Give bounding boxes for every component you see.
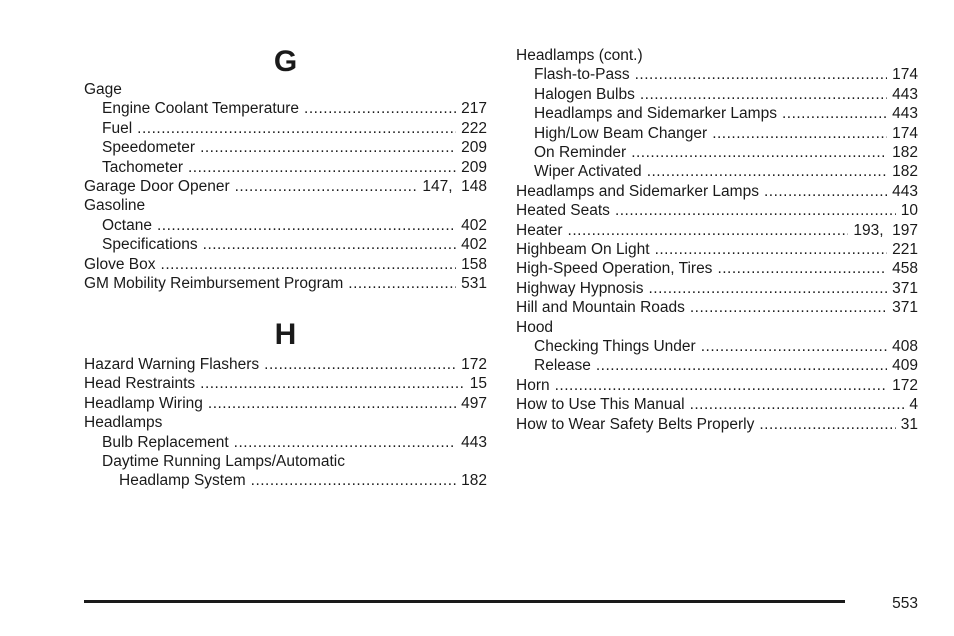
entry-label: Horn — [516, 376, 550, 394]
entry-page: 4 — [909, 396, 918, 414]
dot-leader — [568, 221, 849, 240]
dot-leader — [690, 395, 905, 414]
dot-leader — [631, 143, 887, 162]
entry-label: Checking Things Under — [534, 338, 696, 355]
index-entry — [84, 355, 487, 374]
index-entry — [516, 124, 918, 143]
index-entry — [516, 85, 918, 104]
entry-label: Headlamps and Sidemarker Lamps — [516, 182, 759, 200]
dot-leader — [251, 471, 456, 490]
index-entry — [84, 158, 487, 177]
index-entry — [84, 235, 487, 254]
dot-leader — [208, 394, 456, 413]
index-entry — [84, 177, 487, 196]
footer-rule — [84, 600, 845, 603]
entry-label: Speedometer — [102, 139, 196, 157]
index-entry — [516, 337, 918, 356]
entry-label: Release — [534, 357, 591, 375]
dot-leader — [640, 85, 887, 104]
dot-leader — [161, 255, 457, 274]
index-entry — [84, 138, 487, 157]
entry-page: 172 — [892, 376, 918, 394]
dot-leader — [348, 274, 456, 293]
entry-label: High-Speed Operation, Tires — [516, 260, 713, 278]
entry-label: Heated Seats — [516, 202, 610, 220]
dot-leader — [717, 259, 887, 278]
entry-label: Highway Hypnosis — [516, 279, 644, 297]
entry-label: Hood — [516, 318, 554, 336]
entry-label: Garage Door Opener — [84, 178, 230, 195]
dot-leader — [235, 177, 418, 196]
dot-leader — [596, 356, 887, 375]
entry-page: 402 — [461, 236, 487, 254]
dot-leader — [200, 374, 465, 393]
entry-page: 209 — [461, 158, 487, 176]
entry-label: Headlamps and Sidemarker Lamps — [534, 105, 777, 123]
entry-label: How to Use This Manual — [516, 396, 685, 414]
entry-label: Hill and Mountain Roads — [516, 299, 685, 317]
entry-page: 174 — [892, 66, 918, 84]
entry-label: Tachometer — [102, 158, 183, 176]
entry-label: How to Wear Safety Belts Properly — [516, 415, 755, 433]
index-entry — [516, 298, 918, 317]
entry-page: 402 — [461, 216, 487, 234]
entry-label: Headlamp System — [119, 472, 246, 490]
entry-page: 497 — [461, 394, 487, 412]
dot-leader — [701, 337, 887, 356]
entry-label: Wiper Activated — [534, 163, 642, 181]
index-entry — [516, 65, 918, 84]
dot-leader — [690, 298, 887, 317]
dot-leader — [200, 138, 456, 157]
dot-leader — [137, 119, 456, 138]
dot-leader — [304, 99, 456, 118]
entry-label: Gasoline — [84, 197, 146, 215]
dot-leader — [647, 162, 887, 181]
entry-label: High/Low Beam Changer — [534, 124, 708, 142]
entry-label: Hazard Warning Flashers — [84, 356, 260, 373]
entry-label: Heater — [516, 221, 563, 239]
dot-leader — [759, 415, 895, 434]
entry-page: 222 — [461, 119, 487, 137]
dot-leader — [655, 240, 888, 259]
entry-label: Head Restraints — [84, 375, 196, 393]
dot-leader — [712, 124, 887, 143]
entry-page: 158 — [461, 255, 487, 273]
index-entry — [84, 216, 487, 235]
dot-leader — [782, 104, 887, 123]
index-entry — [516, 279, 918, 298]
index-entry — [84, 471, 487, 490]
section-letter-g: G — [273, 45, 298, 78]
section-letter-h: H — [274, 318, 297, 351]
entry-label: Headlamp Wiring — [84, 394, 203, 412]
index-entry — [84, 274, 487, 293]
index-entry — [84, 255, 487, 274]
entry-page: 172 — [461, 356, 487, 373]
index-entry — [516, 143, 918, 162]
entry-page: 443 — [892, 85, 918, 103]
entry-label: Gage — [84, 81, 122, 98]
entry-label: Halogen Bulbs — [534, 85, 635, 103]
entry-label: Highbeam On Light — [516, 241, 650, 258]
entry-label: Headlamps — [84, 414, 163, 432]
entry-page: 15 — [469, 375, 487, 393]
entry-label: Fuel — [102, 119, 133, 137]
entry-page: 371 — [892, 279, 918, 297]
entry-label: GM Mobility Reimbursement Program — [84, 275, 344, 292]
dot-leader — [764, 182, 887, 201]
entry-label: Octane — [102, 216, 152, 234]
index-entry — [84, 119, 487, 138]
entry-label: Glove Box — [84, 255, 156, 273]
entry-label: Headlamps (cont.) — [516, 47, 643, 64]
entry-label: Bulb Replacement — [102, 433, 229, 451]
entry-label: Flash-to-Pass — [534, 66, 630, 84]
entry-page: 221 — [892, 241, 918, 258]
entry-page: 182 — [892, 144, 918, 161]
index-entry — [516, 221, 918, 240]
index-entry — [516, 182, 918, 201]
dot-leader — [203, 235, 456, 254]
entry-page: 443 — [461, 433, 487, 451]
index-entry — [516, 376, 918, 395]
entry-page: 443 — [892, 105, 918, 123]
index-entry — [516, 240, 918, 259]
dot-leader — [188, 158, 456, 177]
index-entry — [516, 318, 918, 337]
entry-page: 408 — [892, 338, 918, 355]
index-entry — [84, 413, 487, 432]
index-entry — [516, 162, 918, 181]
entry-label: On Reminder — [534, 144, 627, 161]
index-entry — [516, 395, 918, 414]
index-entry — [84, 452, 487, 471]
page-number: 553 — [892, 595, 918, 612]
index-entry — [516, 356, 918, 375]
entry-page: 193, 197 — [853, 221, 918, 239]
entry-page: 10 — [900, 202, 918, 220]
entry-page: 31 — [900, 415, 918, 433]
entry-page: 147, 148 — [422, 178, 487, 195]
dot-leader — [615, 201, 896, 220]
entry-page: 409 — [892, 357, 918, 375]
entry-label: Specifications — [102, 236, 198, 254]
entry-page: 458 — [892, 260, 918, 278]
entry-page: 443 — [892, 182, 918, 200]
entry-page: 182 — [892, 163, 918, 181]
entry-page: 174 — [892, 124, 918, 142]
index-entry — [516, 46, 918, 65]
index-entry — [84, 99, 487, 118]
dot-leader — [157, 216, 456, 235]
dot-leader — [234, 433, 456, 452]
index-entry — [84, 394, 487, 413]
entry-label: Daytime Running Lamps/Automatic — [102, 453, 345, 470]
entry-page: 371 — [892, 299, 918, 317]
entry-page: 209 — [461, 139, 487, 157]
dot-leader — [264, 355, 456, 374]
index-entry — [84, 374, 487, 393]
index-entry — [516, 259, 918, 278]
entry-label: Engine Coolant Temperature — [102, 100, 300, 118]
entry-page: 217 — [461, 100, 487, 118]
index-entry — [84, 433, 487, 452]
index-entry — [84, 80, 487, 99]
index-entry — [516, 415, 918, 434]
dot-leader — [649, 279, 888, 298]
index-entry — [516, 201, 918, 220]
index-entry — [84, 196, 487, 215]
entry-page: 182 — [461, 472, 487, 490]
entry-page: 531 — [461, 275, 487, 292]
index-entry — [516, 104, 918, 123]
dot-leader — [555, 376, 888, 395]
dot-leader — [635, 65, 888, 84]
